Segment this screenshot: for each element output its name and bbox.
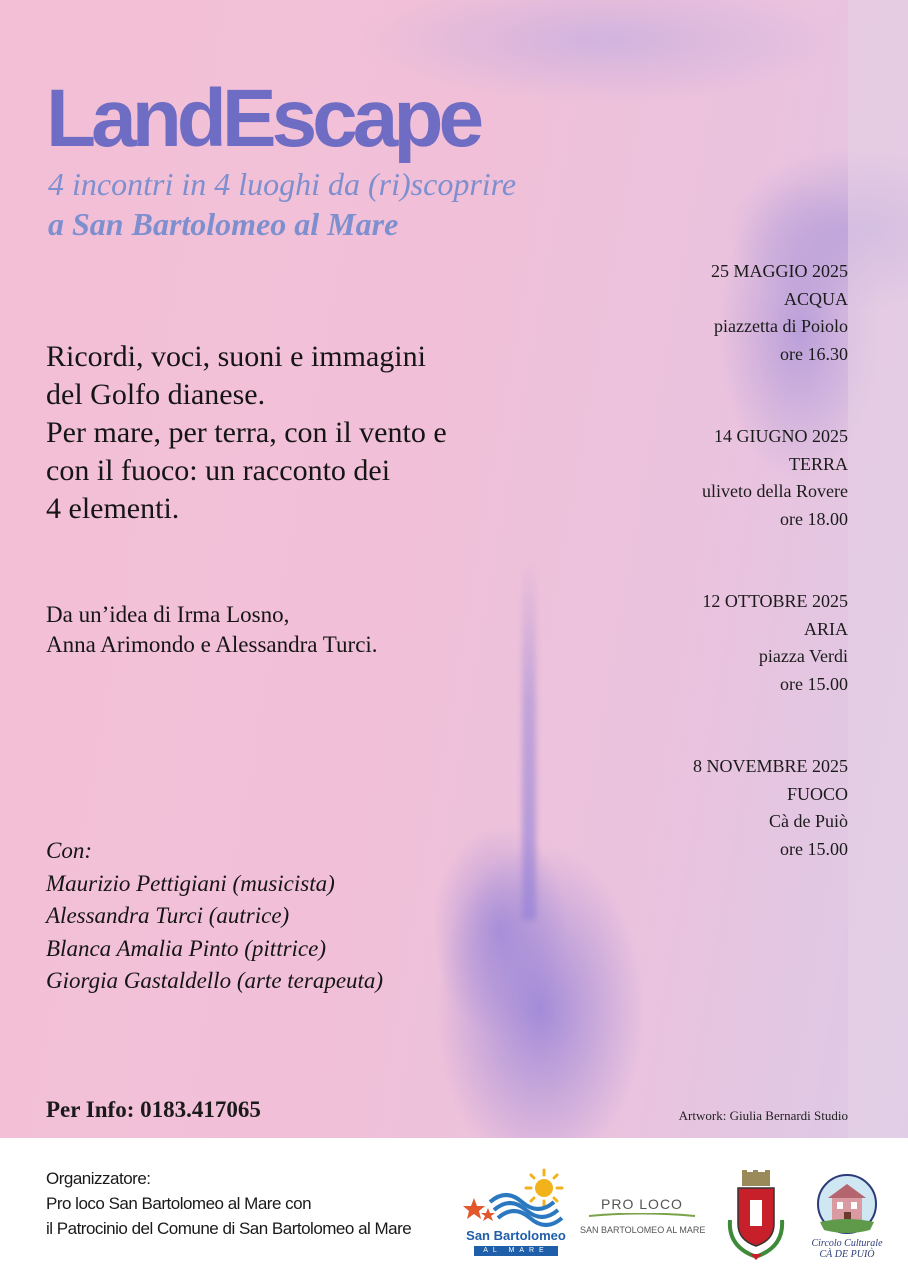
event-date: 25 MAGGIO 2025 [711,261,848,281]
idea-line: Anna Arimondo e Alessandra Turci. [46,632,378,657]
participant: Maurizio Pettigiani (musicista) [46,870,335,896]
participant: Alessandra Turci (autrice) [46,903,290,928]
olive-branch-icon [587,1213,697,1219]
event-acqua [548,258,848,368]
idea-credit [46,600,378,660]
event-date: 14 GIUGNO 2025 [714,426,848,446]
event-element: TERRA [788,453,848,474]
intro-line: con il fuoco: un racconto dei [46,454,391,487]
event-date: 8 NOVEMBRE 2025 [692,756,848,776]
organizer-text [46,1166,411,1241]
intro-text [46,338,447,528]
coat-of-arms-icon [724,1170,788,1262]
pro-loco-title: PRO LOCO [601,1196,683,1212]
event-date: 12 OTTOBRE 2025 [702,591,848,611]
poster-subtitle [48,164,516,244]
intro-line: 4 elementi. [46,492,180,525]
event-fuoco [548,753,848,863]
subtitle-line-2: a San Bartolomeo al Mare [48,206,399,242]
san-bartolomeo-name: San Bartolomeo [466,1228,566,1243]
event-time: ore 18.00 [780,508,848,529]
organizer-line: Organizzatore: [46,1169,151,1188]
event-schedule [548,258,848,918]
pro-loco-sub: SAN BARTOLOMEO AL MARE [580,1225,706,1235]
event-place: piazza Verdi [758,646,848,666]
footer [0,1138,908,1280]
event-time: ore 15.00 [780,838,848,859]
comune-crest-icon [724,1170,788,1262]
event-aria [548,588,848,698]
event-time: ore 15.00 [780,673,848,694]
participant: Giorgia Gastaldello (arte terapeuta) [46,968,384,993]
circolo-line-2: CÀ DE PUIÒ [819,1249,875,1260]
event-time: ore 16.30 [780,343,848,364]
idea-line: Da un’idea di Irma Losno, [46,602,290,627]
san-bartolomeo-sub: AL MARE [474,1246,558,1256]
intro-line: del Golfo dianese. [46,378,266,411]
participants-label: Con: [46,838,92,863]
organizer-line: il Patrocinio del Comune di San Bartolomeo al Mare [46,1219,412,1238]
info-phone: Per Info: 0183.417065 [46,1097,261,1122]
house-emblem-icon [812,1172,882,1236]
circolo-culturale-logo [812,1172,882,1268]
intro-line: Per mare, per terra, con il vento e [46,416,447,449]
subtitle-line-1: 4 incontri in 4 luoghi da (ri)scoprire [48,166,517,202]
intro-line: Ricordi, voci, suoni e immagini [46,340,426,373]
sun-waves-icon [462,1168,570,1230]
event-place: piazzetta di Poiolo [714,316,848,336]
event-place: uliveto della Rovere [702,481,848,501]
participants [46,835,383,998]
side-band [848,0,908,1138]
shadow-shape [522,560,536,920]
event-place: Cà de Puiò [769,811,848,831]
organizer-line: Pro loco San Bartolomeo al Mare con [46,1194,312,1213]
artwork-credit: Artwork: Giulia Bernardi Studio [678,1108,848,1123]
event-element: ARIA [804,618,848,639]
event-element: FUOCO [786,783,848,804]
circolo-line-1: Circolo Culturale [811,1238,883,1249]
circolo-culturale-name [806,1238,888,1260]
san-bartolomeo-logo [462,1168,570,1260]
poster-title: LandEscape [46,73,480,164]
event-element: ACQUA [783,288,848,309]
participant: Blanca Amalia Pinto (pittrice) [46,935,326,961]
event-terra [548,423,848,533]
pro-loco-logo [580,1196,704,1236]
